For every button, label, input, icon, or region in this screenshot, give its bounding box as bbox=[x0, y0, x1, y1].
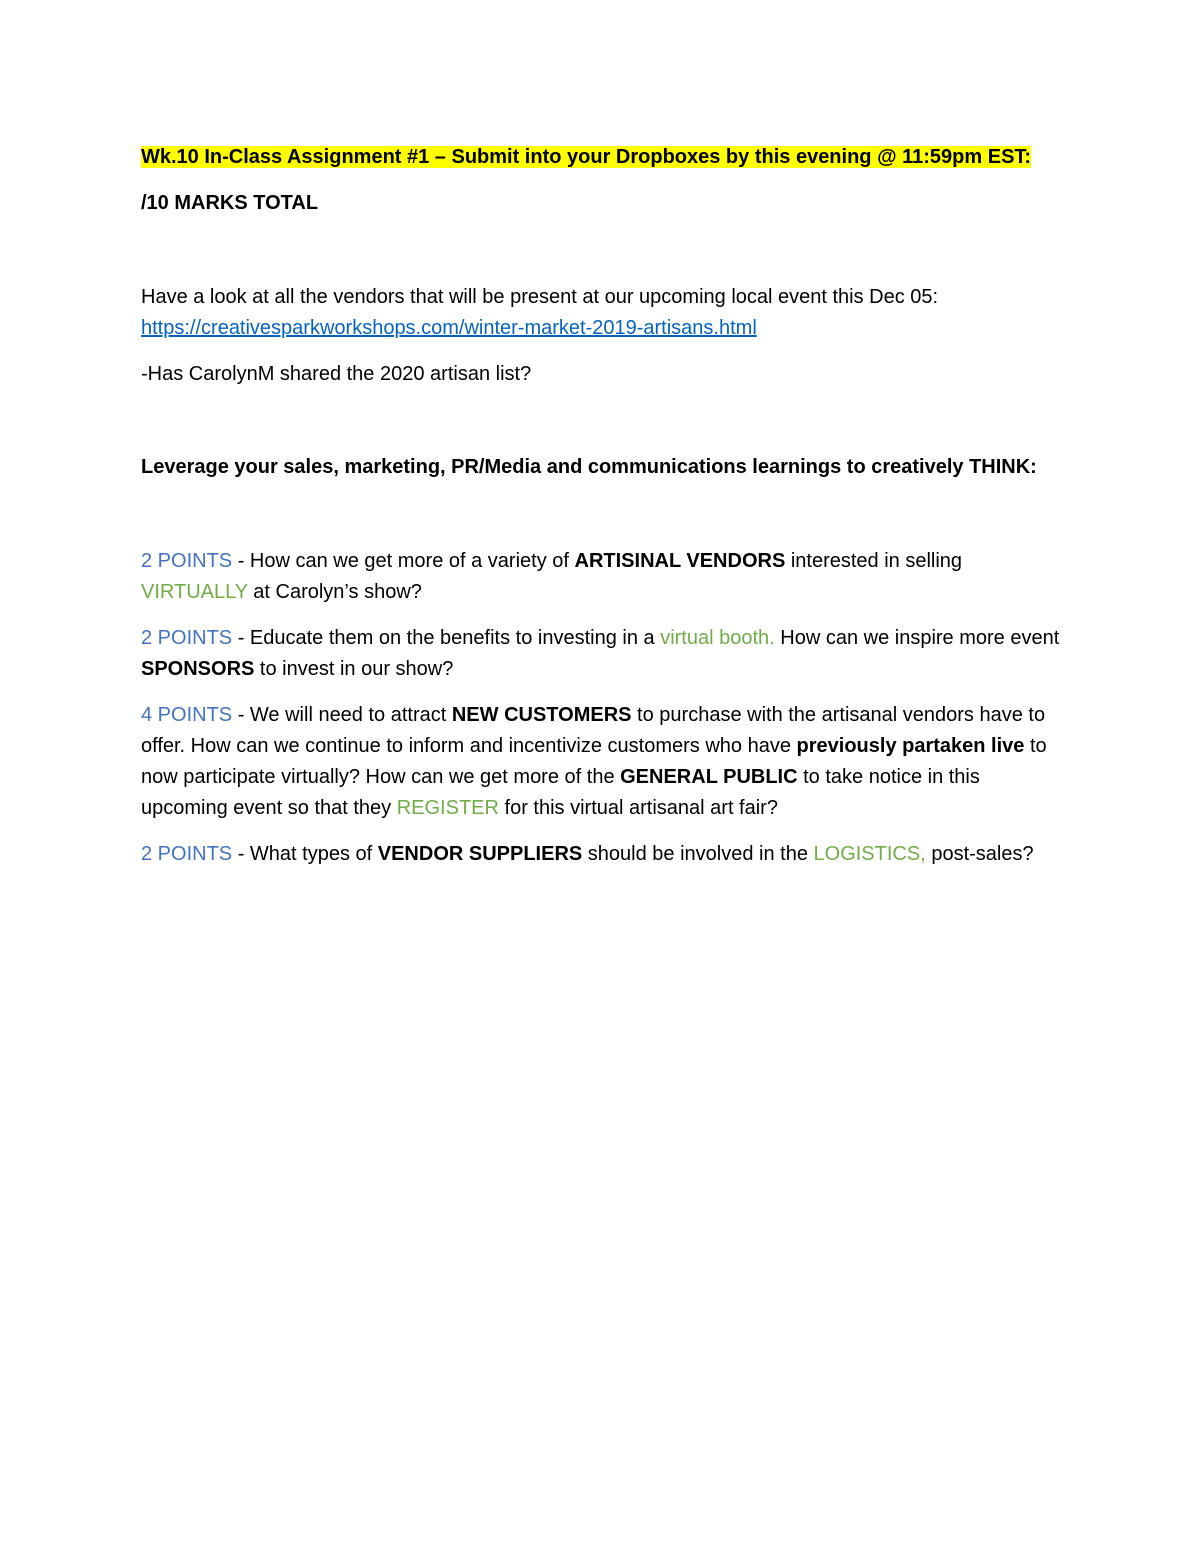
item-emphasis: SPONSORS bbox=[141, 658, 255, 680]
points-label: 2 POINTS bbox=[141, 843, 233, 865]
item-text: post-sales? bbox=[925, 843, 1034, 865]
item-emphasis: GENERAL PUBLIC bbox=[620, 766, 798, 788]
marks-total: /10 MARKS TOTAL bbox=[141, 192, 319, 214]
item-text: - What types of bbox=[232, 843, 378, 865]
item-text: How can we inspire more event bbox=[774, 627, 1060, 649]
item-emphasis: VENDOR SUPPLIERS bbox=[377, 843, 583, 865]
item-text: - Educate them on the benefits to investing in a bbox=[232, 627, 661, 649]
assignment-title: Wk.10 In-Class Assignment #1 – Submit into your Dropboxes by this evening @ 11:59pm EST: bbox=[141, 146, 1032, 168]
item-text: should be involved in the bbox=[582, 843, 814, 865]
item-text: - How can we get more of a variety of bbox=[232, 550, 575, 572]
item-emphasis: previously partaken live bbox=[796, 735, 1025, 757]
item-text: for this virtual artisanal art fair? bbox=[498, 797, 778, 819]
intro-paragraph bbox=[141, 282, 1061, 344]
points-label: 4 POINTS bbox=[141, 704, 233, 726]
list-item bbox=[141, 546, 1061, 608]
item-highlight: REGISTER bbox=[396, 797, 499, 819]
list-item bbox=[141, 700, 1061, 824]
item-highlight: VIRTUALLY bbox=[141, 581, 248, 603]
item-text: to purchase with the artisanal vendors have to offer. How can we continue to inform and incentivize customers who have bbox=[141, 704, 1046, 757]
item-emphasis: ARTISINAL VENDORS bbox=[574, 550, 786, 572]
item-text: to invest in our show? bbox=[254, 658, 454, 680]
artisans-link[interactable]: https://creativesparkworkshops.com/winter-market-2019-artisans.html bbox=[141, 317, 757, 339]
assignment-title-paragraph bbox=[141, 142, 1061, 173]
document-content bbox=[141, 142, 1061, 870]
item-text: to now participate virtually? How can we get more of the bbox=[141, 735, 1047, 788]
item-highlight: LOGISTICS, bbox=[813, 843, 926, 865]
list-item bbox=[141, 839, 1061, 870]
item-highlight: virtual booth. bbox=[660, 627, 775, 649]
item-text: interested in selling bbox=[785, 550, 963, 572]
points-label: 2 POINTS bbox=[141, 550, 233, 572]
item-text: at Carolyn’s show? bbox=[247, 581, 422, 603]
list-item bbox=[141, 623, 1061, 685]
item-text: to take notice in this upcoming event so that they bbox=[141, 766, 980, 819]
intro-text: Have a look at all the vendors that will be present at our upcoming local event this Dec 05: bbox=[141, 286, 939, 308]
item-text: - We will need to attract bbox=[232, 704, 452, 726]
artisan-list-question: -Has CarolynM shared the 2020 artisan list? bbox=[141, 363, 532, 385]
item-emphasis: NEW CUSTOMERS bbox=[451, 704, 632, 726]
points-label: 2 POINTS bbox=[141, 627, 233, 649]
leverage-prompt: Leverage your sales, marketing, PR/Media and communications learnings to creatively THINK: bbox=[141, 456, 1037, 478]
